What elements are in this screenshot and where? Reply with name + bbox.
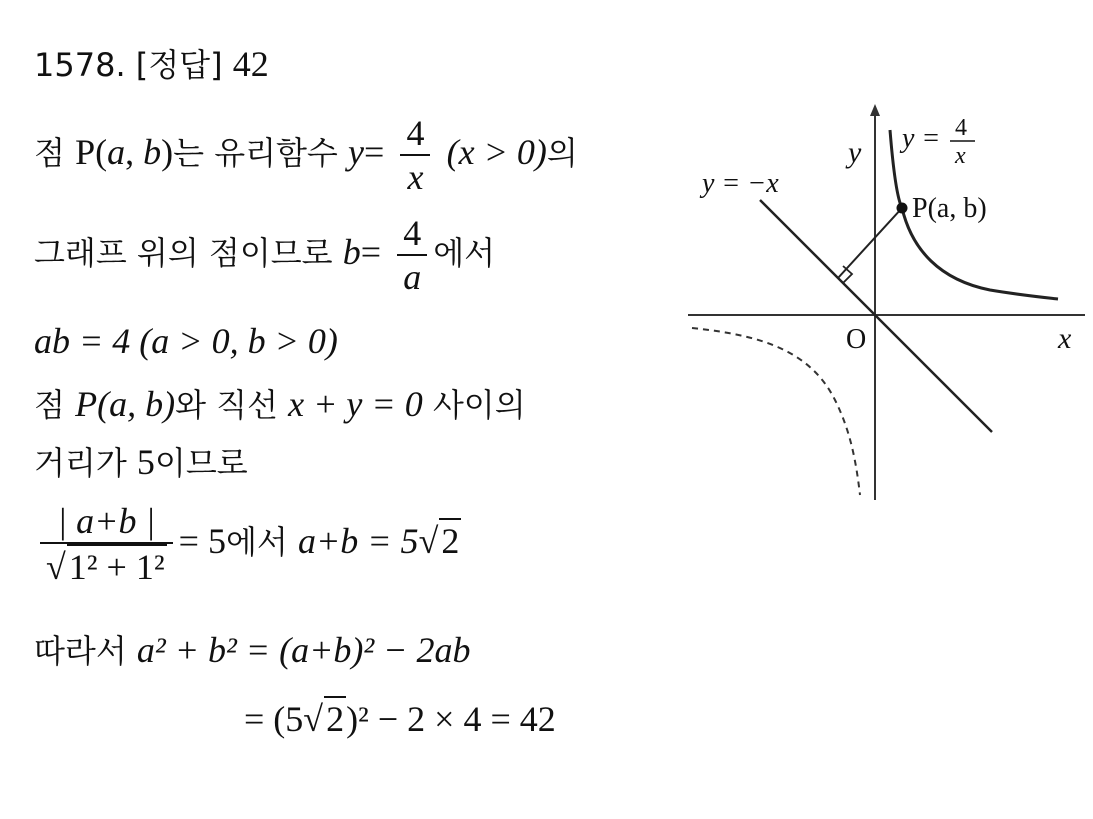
answer-tag: [정답] [135, 46, 223, 84]
curve-label-num: 4 [955, 115, 967, 141]
fraction-4-over-a: $\frac{4}{a}$ [397, 212, 427, 298]
point-p-marker [897, 203, 908, 214]
graph-figure [680, 100, 1093, 520]
y-axis-arrow [870, 104, 880, 116]
origin-label: O [846, 324, 867, 355]
perpendicular-segment [838, 208, 902, 278]
solution-line-6: $\frac{| a+b |}{\text{√1² + 1²}}$ = 5에서 a+b = 5√2 [34, 500, 461, 588]
point-p-label: P(a, b) [912, 193, 987, 224]
solution-line-5: 거리가 5이므로 [34, 442, 248, 482]
distance-fraction: $\frac{| a+b |}{\text{√1² + 1²}}$ [40, 500, 173, 588]
solution-line-4: 점 P(a, b)와 직선 x + y = 0 사이의 [34, 384, 526, 424]
text-jeom: 점 [34, 134, 65, 172]
hyperbola-branch-q3 [692, 328, 860, 495]
equals: = [364, 132, 385, 172]
y-axis-label: y [848, 136, 862, 169]
solution-line-3: ab = 4 (a > 0, b > 0) [34, 321, 338, 361]
solution-line-7: 따라서 a² + b² = (a+b)² − 2ab [34, 630, 471, 670]
curve-label-y: y = [902, 123, 941, 154]
var-y: y [348, 132, 364, 172]
line-label: y = −x [702, 168, 779, 199]
solution-line-2: 그래프 위의 점이므로 b= $\frac{4}{a}$ 에서 [34, 213, 496, 297]
x-axis-label: x [1058, 322, 1072, 355]
answer-value: 42 [232, 44, 269, 84]
point-expr: P(a, b) [75, 132, 174, 172]
problem-header [34, 40, 269, 86]
domain-condition: (x > 0) [446, 132, 547, 172]
problem-number: 1578. [34, 46, 126, 84]
text-rational-fn: 는 유리함수 [173, 134, 338, 172]
solution-line-8: = (5√2)² − 2 × 4 = 42 [244, 696, 556, 740]
fraction-4-over-x: $\frac{4}{x}$ [400, 112, 430, 198]
solution-line-1: 점 P(a, b)는 유리함수 y= $\frac{4}{x}$ (x > 0)의 [34, 113, 578, 197]
curve-label-den: x [955, 143, 966, 169]
